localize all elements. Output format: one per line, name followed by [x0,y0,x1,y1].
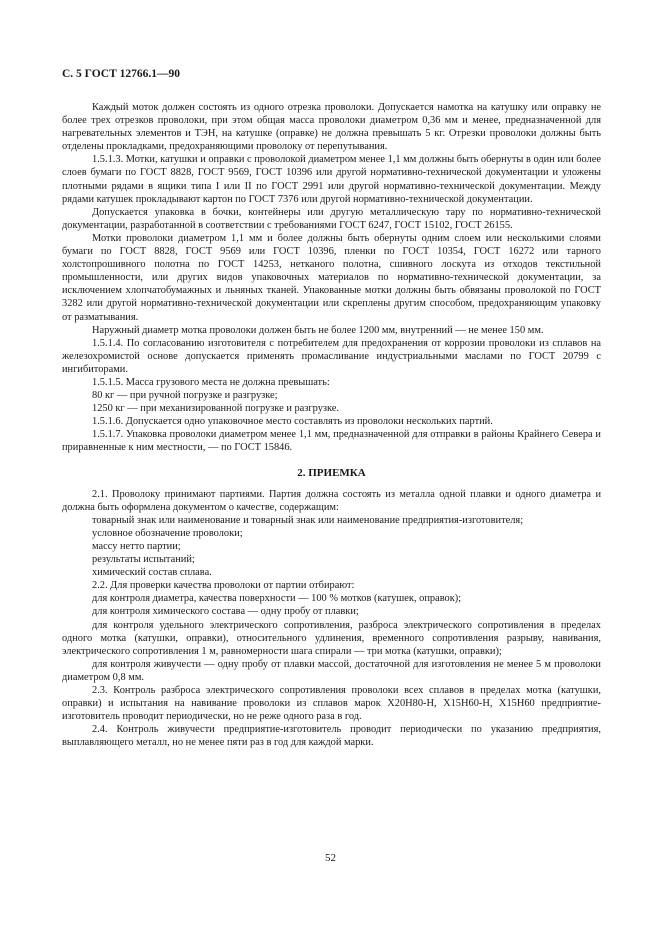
paragraph: Наружный диаметр мотка проволоки должен быть не более 1200 мм, внутренний — не менее 150 мм. [92,324,544,336]
paragraph: химический состав сплава. [92,567,212,579]
paragraph: 2.3. Контроль разброса электрического сопротивления проволоки всех сплавов в пределах мотка (катушки, оправки) и испытания на навивание проволоки из сплавов марок Х20Н80-Н, Х15Н60-Н, Х15Н60 предприятие-изготовитель проводит периодически, но не реже одного раза в год. [62,685,601,723]
paragraph: 2.1. Проволоку принимают партиями. Партия должна состоять из металла одной плавки и одного диаметра и должна быть оформлена документом о качестве, содержащим: [62,488,601,513]
paragraph: 1250 кг — при механизированной погрузке и разгрузке. [92,403,340,415]
section-heading: 2. ПРИЕМКА [297,466,366,479]
paragraph: 2.4. Контроль живучести предприятие-изготовитель проводит периодически по указанию предприятия, выплавляющего металл, но не менее пяти раз в год для каждой марки. [62,724,601,749]
paragraph: условное обозначение проволоки; [92,527,243,539]
paragraph: для контроля удельного электрического сопротивления, разброса электрического сопротивления в пределах одного мотка (катушки, оправки), относительного удлинения, временного сопротивления разрыву, навивания, электрического сопротивления 1 м, равномерности шага спирали — три мотка (катушки, оправки); [62,619,601,657]
paragraph: 1.5.1.6. Допускается одно упаковочное место составлять из проволоки нескольких партий. [92,416,493,428]
paragraph: Мотки проволоки диаметром 1,1 мм и более должны быть обернуты одним слоем или несколькими слоями бумаги по ГОСТ 8828, ГОСТ 9569 или ГОСТ 10396, пленки по ГОСТ 10354, ГОСТ 16272 или тарного холстопрошивного полотна по ГОСТ 14253, нетканого полотна, сшивного лоскута из отходов текстильной промышленности, или других видов упаковочных материалов по нормативно-технической документации, за исключением хлопчатобумажных и льняных тканей. Упакованные мотки должны быть обвязаны проволокой по ГОСТ 3282 или другой нормативно-технической документации или скреплены другим способом, предохраняющим упаковку от разматывания. [62,232,601,323]
paragraph: для контроля диаметра, качества поверхности — 100 % мотков (катушек, оправок); [92,593,462,605]
paragraph: 1.5.1.3. Мотки, катушки и оправки с проволокой диаметром менее 1,1 мм должны быть обернуты в один или более слоев бумаги по ГОСТ 8828, ГОСТ 9569, ГОСТ 10396 или другой нормативно-технической документации и уложены плотными рядами в ящики типа I или II по ГОСТ 2991 или другой нормативно-технической документации. Между рядами катушек прокладывают картон по ГОСТ 7376 или другой нормативно-технической документации. [62,154,602,205]
paragraph: товарный знак или наименование и товарный знак или наименование предприятия-изготовителя; [92,514,524,526]
paragraph: Каждый моток должен состоять из одного отрезка проволоки. Допускается намотка на катушку или оправку не более трех отрезков проволоки, при этом общая масса проволоки диаметром 0,36 мм и менее, предназначенной для нагревательных элементов и ТЭН, на катушке (оправке) не должна превышать 5 кг. Отрезки проволоки должны быть отделены прокладками, предохраняющими проволоку от перепутывания. [62,102,601,153]
paragraph: результаты испытаний; [92,554,195,566]
paragraph: 2.2. Для проверки качества проволоки от партии отбирают: [92,580,355,592]
paragraph: массу нетто партии; [92,541,181,552]
page-header: С. 5 ГОСТ 12766.1—90 [62,68,181,80]
paragraph: Допускается упаковка в бочки, контейнеры или другую металлическую тару по нормативно-технической документации, разработанной в соответствии с требованиями ГОСТ 6247, ГОСТ 15102, ГОСТ 26155. [62,206,601,231]
paragraph: 1.5.1.7. Упаковка проволоки диаметром менее 1,1 мм, предназначенной для отправки в районы Крайнего Севера и приравненные к ним местности, — по ГОСТ 15846. [62,429,601,454]
document-body [62,101,601,750]
paragraph: для контроля химического состава — одну пробу от плавки; [92,606,359,618]
paragraph: 1.5.1.4. По согласованию изготовителя с потребителем для предохранения от коррозии проволоки из сплавов на железохромистой основе допускается применять промасливание индустриальными маслами по ГОСТ 20799 с ингибиторами. [62,337,601,375]
paragraph: 1.5.1.5. Масса грузового места не должна превышать: [92,376,330,388]
paragraph: для контроля живучести — одну пробу от плавки массой, достаточной для изготовления не менее 5 м проволоки диаметром 0,8 мм. [62,658,601,683]
page-number: 52 [325,852,336,864]
paragraph: 80 кг — при ручной погрузке и разгрузке; [92,390,278,402]
